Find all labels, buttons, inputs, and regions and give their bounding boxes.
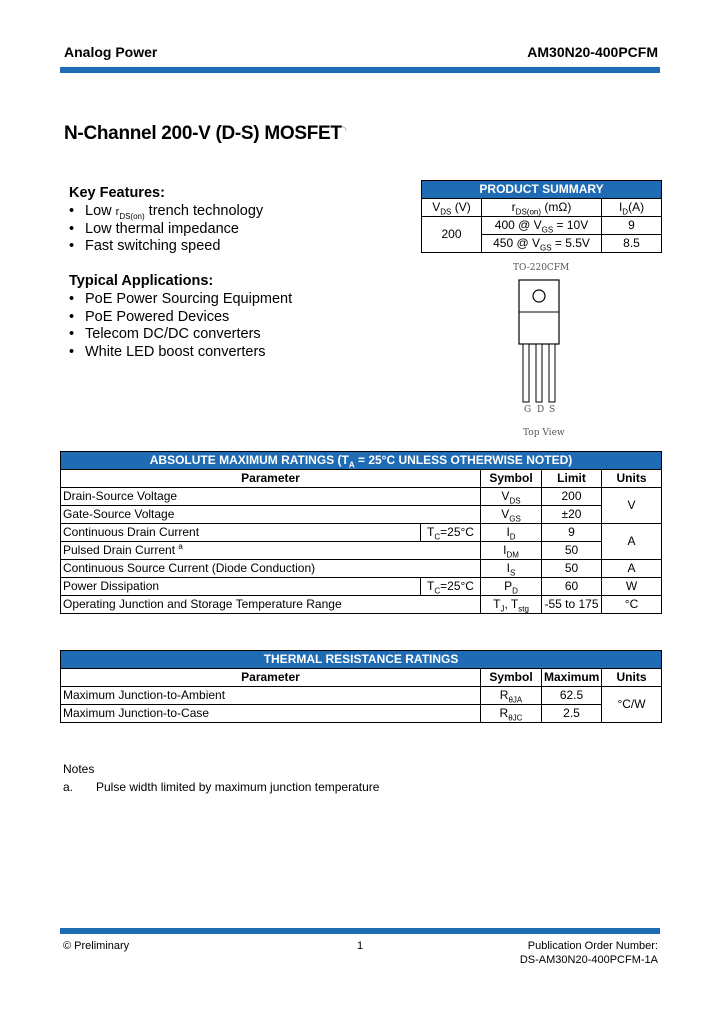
- table-row: [61, 596, 662, 614]
- thermal-resistance-table: [60, 650, 662, 723]
- parameter-header: Parameter: [61, 669, 481, 687]
- table-row: [61, 488, 662, 506]
- page-title: N-Channel 200-V (D-S) MOSFET◝: [64, 123, 347, 144]
- product-summary-title: PRODUCT SUMMARY: [422, 181, 662, 199]
- page-number: 1: [357, 940, 364, 952]
- parameter-cell: Pulsed Drain Current $^a$: [61, 542, 481, 560]
- table-row: [61, 705, 662, 723]
- parameter-cell: Maximum Junction-to-Case: [61, 705, 481, 723]
- limit-cell: ±20: [542, 506, 602, 524]
- table-row: [61, 560, 662, 578]
- symbol-header: Symbol: [481, 470, 542, 488]
- symbol-cell: $V_{GS}$: [481, 506, 542, 524]
- absolute-maximum-ratings-table: [60, 451, 662, 614]
- thermal-title: THERMAL RESISTANCE RATINGS: [61, 651, 662, 669]
- symbol-cell: $V_{DS}$: [481, 488, 542, 506]
- company-name: Analog Power: [64, 44, 158, 60]
- parameter-cell: Drain-Source Voltage: [61, 488, 481, 506]
- footer-rule: [60, 928, 660, 934]
- abs-max-title: ABSOLUTE MAXIMUM RATINGS ($T_A = 25^\circ C$ UNLESS OTHERWISE NOTED): [61, 452, 662, 470]
- units-cell: A: [602, 524, 662, 560]
- symbol-cell: $I_S$: [481, 560, 542, 578]
- parameter-cell: Continuous Drain Current: [61, 524, 421, 542]
- limit-header: Limit: [542, 470, 602, 488]
- symbol-cell: $T_J$, $T_{stg}$: [481, 596, 542, 614]
- list-item: • Telecom DC/DC converters: [69, 326, 261, 343]
- maximum-cell: 2.5: [542, 705, 602, 723]
- table-row: [61, 687, 662, 705]
- package-name: TO-220CFM: [513, 263, 570, 273]
- units-cell: V: [602, 488, 662, 524]
- list-item: • White LED boost converters: [69, 343, 266, 360]
- limit-cell: -55 to 175: [542, 596, 602, 614]
- note-label: a.: [63, 780, 74, 794]
- key-features-list: [69, 203, 263, 256]
- list-item: • Fast switching speed: [69, 238, 221, 255]
- parameter-cell: Power Dissipation: [61, 578, 421, 596]
- units-cell: A: [602, 560, 662, 578]
- condition-cell: $T_C=25^\circ C$: [421, 524, 481, 542]
- parameter-cell: Continuous Source Current (Diode Conduction): [61, 560, 481, 578]
- units-cell: °C/W: [602, 687, 662, 723]
- symbol-cell: $P_D$: [481, 578, 542, 596]
- list-item: • Low $r_{DS(on)}$ trench technology: [69, 203, 264, 221]
- limit-cell: 50: [542, 542, 602, 560]
- typical-applications-list: [69, 291, 292, 361]
- symbol-cell: $I_D$: [481, 524, 542, 542]
- table-row: [422, 217, 662, 235]
- symbol-header: Symbol: [481, 669, 542, 687]
- id-header: $I_D(A)$: [602, 199, 662, 217]
- product-summary-table: [421, 180, 662, 253]
- limit-cell: 50: [542, 560, 602, 578]
- rds-header: $r_{DS(on)}$ (mΩ): [482, 199, 602, 217]
- units-cell: °C: [602, 596, 662, 614]
- gate-lead: [523, 344, 529, 402]
- pin-label-d: D: [537, 405, 545, 415]
- rds-value: 450 @ $V_{GS} = 5.5V$: [482, 235, 602, 253]
- vds-header: $V_{DS}$ (V): [422, 199, 482, 217]
- symbol-cell: $R_{\theta JC}$: [481, 705, 542, 723]
- table-row: [61, 506, 662, 524]
- note-text: Pulse width limited by maximum junction temperature: [96, 780, 380, 794]
- drain-lead: [536, 344, 542, 402]
- parameter-header: Parameter: [61, 470, 481, 488]
- id-value: 9: [602, 217, 662, 235]
- notes-heading: Notes: [63, 762, 95, 776]
- footer-preliminary: © Preliminary: [63, 940, 130, 952]
- list-item: • PoE Power Sourcing Equipment: [69, 291, 293, 307]
- vds-value: 200: [422, 217, 482, 253]
- limit-cell: 200: [542, 488, 602, 506]
- header-rule: [60, 67, 660, 73]
- maximum-cell: 62.5: [542, 687, 602, 705]
- part-number: AM30N20-400PCFM: [527, 44, 658, 60]
- maximum-header: Maximum: [542, 669, 602, 687]
- parameter-cell: Gate-Source Voltage: [61, 506, 481, 524]
- pin-label-s: S: [549, 405, 556, 415]
- symbol-cell: $R_{\theta JA}$: [481, 687, 542, 705]
- publication-order-label: Publication Order Number:: [527, 940, 658, 952]
- parameter-cell: Maximum Junction-to-Ambient: [61, 687, 481, 705]
- id-value: 8.5: [602, 235, 662, 253]
- typical-applications-heading: Typical Applications:: [69, 273, 214, 289]
- limit-cell: 9: [542, 524, 602, 542]
- table-row: [61, 578, 662, 596]
- units-cell: W: [602, 578, 662, 596]
- parameter-cell: Operating Junction and Storage Temperature Range: [61, 596, 481, 614]
- condition-cell: $T_C=25^\circ C$: [421, 578, 481, 596]
- table-row: [61, 524, 662, 542]
- package-drawing: [505, 276, 575, 416]
- units-header: Units: [602, 669, 662, 687]
- key-features-heading: Key Features:: [69, 185, 165, 201]
- source-lead: [549, 344, 555, 402]
- list-item: • PoE Powered Devices: [69, 308, 230, 325]
- publication-order-number: DS-AM30N20-400PCFM-1A: [519, 954, 658, 966]
- table-row: [61, 542, 662, 560]
- pin-label-g: G: [524, 405, 532, 415]
- symbol-cell: $I_{DM}$: [481, 542, 542, 560]
- limit-cell: 60: [542, 578, 602, 596]
- rds-value: 400 @ $V_{GS} = 10V$: [482, 217, 602, 235]
- top-view-label: Top View: [523, 428, 565, 438]
- units-header: Units: [602, 470, 662, 488]
- list-item: • Low thermal impedance: [69, 220, 239, 237]
